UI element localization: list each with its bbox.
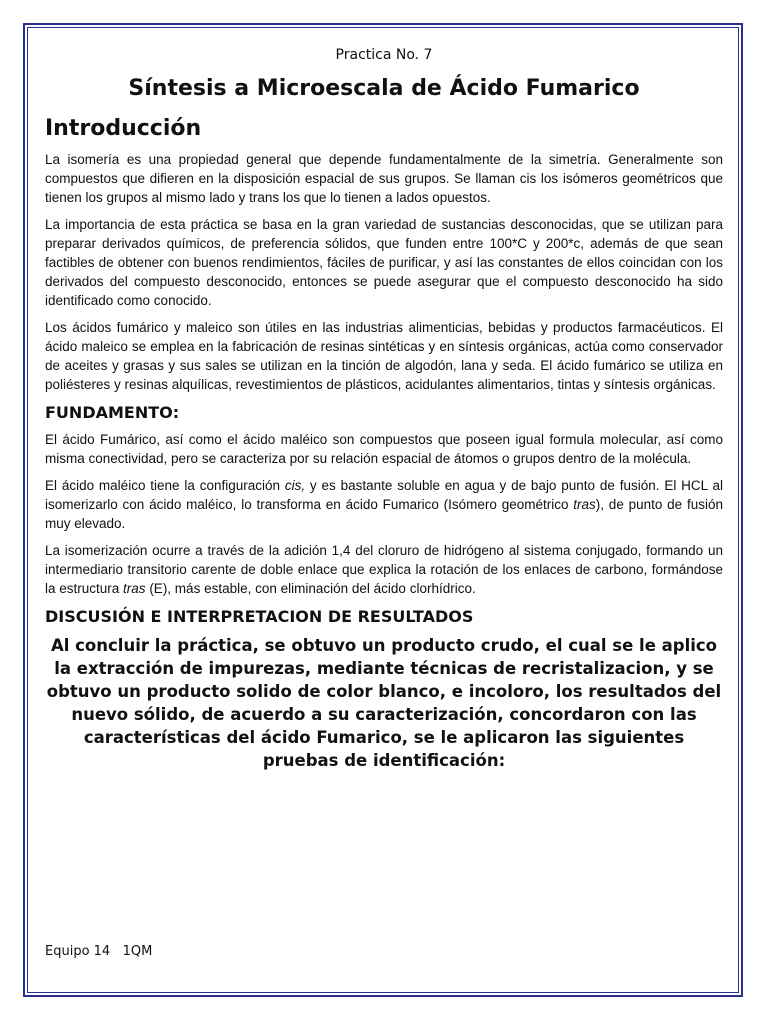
fundamento-paragraph-2 (45, 476, 723, 533)
practice-number: Practica No. 7 (335, 47, 433, 63)
intro-paragraph-2: La importancia de esta práctica se basa en la gran variedad de sustancias desconocidas, que se utilizan para preparar derivados químicos, de preferencia sólidos, que funden entre 100*C y 200*c, además de que sean factibles de obtener con buenos rendimientos, fáciles de purificar, y así las constantes de ellos coincidan con los derivados del compuesto desconocido, entonces se puede asegurar que el compuesto desconocido ha sido identificado como conocido. (45, 217, 723, 308)
fundamento-heading: FUNDAMENTO: (45, 403, 180, 422)
p2-text-b: y es bastante soluble en agua y de bajo punto de fusión. El HCL al isomerizarlo con ácido maléico, lo transforma en ácido Fumarico (Isómero geométrico (45, 478, 723, 512)
p2-tras: tras (573, 497, 596, 512)
p3-text-a: La isomerización ocurre a través de la adición 1,4 del cloruro de hidrógeno al sistema conjugado, formando un intermediario transitorio carente de doble enlace que explica la rotación de los enlaces de carbono, formándose la estructura (45, 543, 723, 596)
fundamento-paragraph-1: El ácido Fumárico, así como el ácido maléico son compuestos que poseen igual formula molecular, así como misma conectividad, pero se caracteriza por su relación espacial de átomos o grupos dentro de la molécula. (45, 432, 723, 466)
intro-paragraph-1: La isomería es una propiedad general que depende fundamentalmente de la simetría. Generalmente son compuestos que difieren en la disposición espacial de sus grupos. Se llaman cis los isómeros geométricos que tienen los grupos al mismo lado y trans los que lo tienen a lados opuestos. (45, 152, 723, 205)
discussion-heading: DISCUSIÓN E INTERPRETACION DE RESULTADOS (45, 607, 474, 626)
intro-paragraph-3: Los ácidos fumárico y maleico son útiles en las industrias alimenticias, bebidas y productos farmacéuticos. El ácido maleico se emplea en la fabricación de resinas sintéticas y en síntesis orgánicas, actúa como conservador de aceites y grasas y sus sales se utilizan en la tinción de algodón, lana y seda. El ácido fumárico se utiliza en poliésteres y resinas alquílicas, revestimientos de plásticos, acidulantes alimentarios, tintas y síntesis orgánicas. (45, 320, 723, 392)
p2-text-c: ), de punto de fusión muy elevado. (45, 497, 723, 531)
p2-cis: cis, (284, 478, 306, 493)
fundamento-paragraph-3 (45, 541, 723, 598)
document-body (45, 44, 723, 772)
intro-heading: Introducción (45, 116, 202, 141)
p2-text-a: El ácido maléico tiene la configuración (45, 478, 285, 493)
footer-team: Equipo 14 1QM (45, 944, 153, 959)
p3-text-b: (E), más estable, con eliminación del ácido clorhídrico. (145, 581, 476, 596)
document-title: Síntesis a Microescala de Ácido Fumarico (128, 76, 640, 101)
p3-tras: tras (123, 581, 146, 596)
discussion-text: Al concluir la práctica, se obtuvo un producto crudo, el cual se le aplico la extracción de impurezas, mediante técnicas de recristalizacion, y se obtuvo un producto solido de color blanco, e incoloro, los resultados del nuevo sólido, de acuerdo a su caracterización, concordaron con las características del ácido Fumarico, se le aplicaron las siguientes pruebas de identificación: (46, 636, 722, 770)
